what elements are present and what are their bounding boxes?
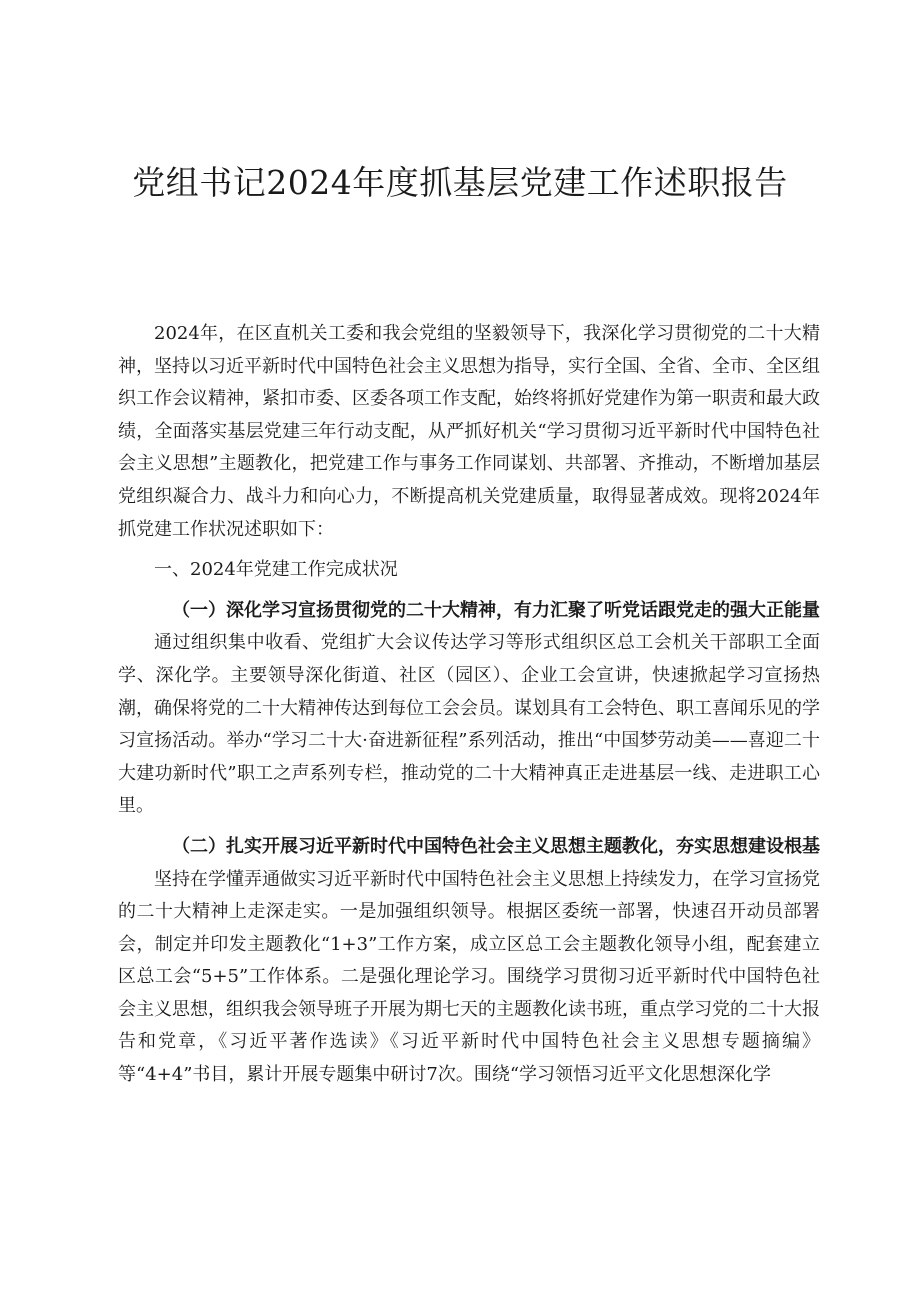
subsection-paragraph-1: 通过组织集中收看、党组扩大会议传达学习等形式组织区总工会机关干部职工全面学、深化学。主要领导深化街道、社区（园区）、企业工会宣讲，快速掀起学习宣扬热潮，确保将党的二十大精神传达到每位工会会员。谋划具有工会特色、职工喜闻乐见的学习宣扬活动。举办“学习二十大·奋进新征程”系列活动，推出“中国梦劳动美——喜迎二十大建功新时代”职工之声系列专栏，推动党的二十大精神真正走进基层一线、走进职工心里。 <box>118 632 820 817</box>
document-body <box>118 318 820 1092</box>
subsection-paragraph-2: 坚持在学懂弄通做实习近平新时代中国特色社会主义思想上持续发力，在学习宣扬党的二十大精神上走深走实。一是加强组织领导。根据区委统一部署，快速召开动员部署会，制定并印发主题教化“1+3”工作方案，成立区总工会主题教化领导小组，配套建立区总工会“5+5”工作体系。二是强化理论学习。围绕学习贯彻习近平新时代中国特色社会主义思想，组织我会领导班子开展为期七天的主题教化读书班，重点学习党的二十大报告和党章，《习近平著作选读》《习近平新时代中国特色社会主义思想专题摘编》等“4+4”书目，累计开展专题集中研讨7次。围绕“学习领悟习近平文化思想深化学 <box>118 868 820 1086</box>
document-title: 党组书记2024年度抓基层党建工作述职报告 <box>132 163 788 202</box>
subsection-heading-2: （二）扎实开展习近平新时代中国特色社会主义思想主题教化，夯实思想建设根基 <box>172 835 820 857</box>
intro-paragraph: 2024年，在区直机关工委和我会党组的坚毅领导下，我深化学习贯彻党的二十大精神，坚持以习近平新时代中国特色社会主义思想为指导，实行全国、全省、全市、全区组织工作会议精神，紧扣市委、区委各项工作支配，始终将抓好党建作为第一职责和最大政绩，全面落实基层党建三年行动支配，从严抓好机关“学习贯彻习近平新时代中国特色社会主义思想”主题教化，把党建工作与事务工作同谋划、共部署、齐推动，不断增加基层党组织凝合力、战斗力和向心力，不断提高机关党建质量，取得显著成效。现将2024年抓党建工作状况述职如下： <box>118 323 820 540</box>
section-heading-1: 一、2024年党建工作完成状况 <box>154 559 398 581</box>
subsection-heading-1: （一）深化学习宣扬贯彻党的二十大精神，有力汇聚了听党话跟党走的强大正能量 <box>172 599 820 621</box>
